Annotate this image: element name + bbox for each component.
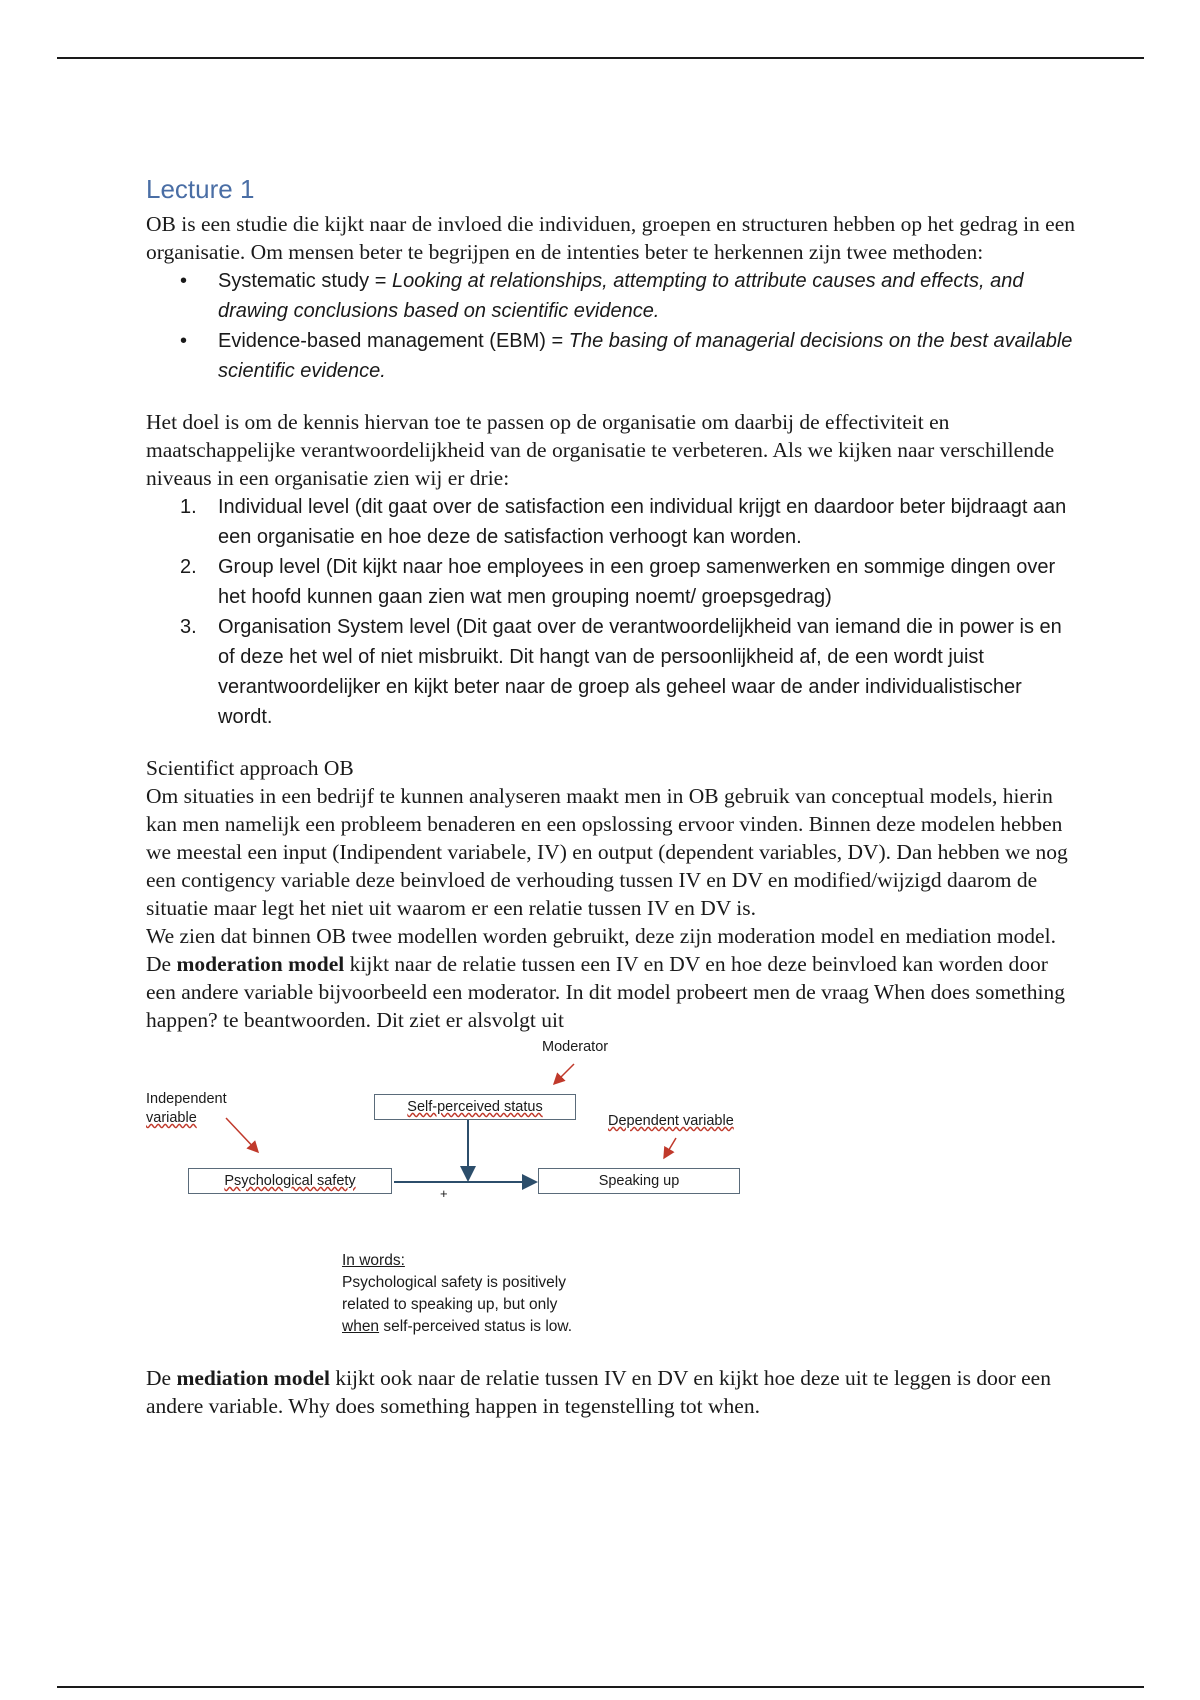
bullet-mark: • xyxy=(180,270,188,292)
list-number: 1. xyxy=(180,496,197,518)
independent-variable-box xyxy=(188,1168,392,1194)
bullet-term: Evidence-based management (EBM) = xyxy=(218,330,569,352)
section-title: Scientifict approach OB xyxy=(146,756,354,780)
list-item xyxy=(146,552,1076,612)
dependent-variable-box xyxy=(538,1168,740,1194)
moderator-label: Moderator xyxy=(542,1039,609,1055)
plus-sign: + xyxy=(440,1186,448,1201)
list-number: 2. xyxy=(180,556,197,578)
diagram-lines xyxy=(146,1034,1076,1364)
list-item xyxy=(146,612,1076,732)
levels-list xyxy=(146,492,1076,732)
list-item xyxy=(146,266,1076,326)
moderator-box-label: Self-perceived status xyxy=(407,1099,543,1115)
independent-label xyxy=(146,1090,227,1128)
moderation-paragraph xyxy=(146,950,1076,1034)
independent-label-line2: variable xyxy=(146,1110,197,1126)
in-words-when: when xyxy=(342,1318,380,1335)
spacer xyxy=(146,386,1076,408)
bullet-definition: The basing of managerial decisions on the best available scientific evidence. xyxy=(218,330,1073,382)
page-title: Lecture 1 xyxy=(146,174,255,204)
spacer xyxy=(146,732,1076,754)
list-item xyxy=(146,492,1076,552)
mediation-term: mediation model xyxy=(176,1366,330,1390)
top-rule xyxy=(57,57,1144,59)
bullet-term: Systematic study = xyxy=(218,270,392,292)
dependent-label: Dependent variable xyxy=(608,1113,734,1129)
in-words-title: In words: xyxy=(342,1252,405,1269)
dependent-pointer-arrow xyxy=(664,1138,676,1158)
scientific-paragraph: Om situaties in een bedrijf te kunnen analyseren maakt men in OB gebruik van conceptual models, hierin kan men namelijk een probleem benaderen en een opslossing ervoor vinden. Binnen deze modelen hebben we meestal een input (Indipendent variabele, IV) en output (dependent variables, DV). Dan hebben we nog een contigency variable deze beinvloed de verhouding tussen IV en DV en modified/wijzigd daarom de situatie maar legt het niet uit waarom er een relatie tussen IV en DV is. xyxy=(146,784,1068,920)
independent-pointer-arrow xyxy=(226,1118,258,1152)
list-number: 3. xyxy=(180,616,197,638)
moderator-pointer-arrow xyxy=(554,1064,574,1084)
goal-paragraph: Het doel is om de kennis hiervan toe te passen op de organisatie om daarbij de effectiviteit en maatschappelijke verantwoordelijkheid van de organisatie te verbeteren. Als we kijken naar verschillende niveaus in een organisatie zien wij er drie: xyxy=(146,410,1055,490)
in-words-line xyxy=(342,1316,572,1338)
methods-list xyxy=(146,266,1076,386)
document-page xyxy=(146,172,1076,1420)
bottom-rule xyxy=(57,1686,1144,1688)
bullet-mark: • xyxy=(180,330,188,352)
in-words-line: related to speaking up, but only xyxy=(342,1296,558,1313)
level-text: Individual level (dit gaat over de satisfaction een individual krijgt en daardoor beter bijdraagt aan een organisatie en hoe deze de satisfaction verhoogt kan worden. xyxy=(218,496,1067,548)
level-text: Organisation System level (Dit gaat over de verantwoordelijkheid van iemand die in power is en of deze het wel of niet misbruikt. Dit hangt van de persoonlijkheid af, de een wordt juist verantwoordelijker en kijkt beter naar de groep als geheel waar de ander individualistischer wordt. xyxy=(218,616,1062,728)
in-words-note xyxy=(342,1250,572,1338)
mediation-text: kijkt ook naar de relatie tussen IV en DV en kijkt hoe deze uit te leggen is door een andere variable. Why does something happen in tegenstelling tot when. xyxy=(146,1366,1051,1418)
moderation-term: moderation model xyxy=(176,952,345,976)
level-text: Group level (Dit kijkt naar hoe employees in een groep samenwerken en sommige dingen over het hoofd kunnen gaan zien wat men grouping noemt/ groepsgedrag) xyxy=(218,556,1056,608)
moderation-diagram xyxy=(146,1034,1076,1364)
list-item xyxy=(146,326,1076,386)
models-paragraph: We zien dat binnen OB twee modellen worden gebruikt, deze zijn moderation model en mediation model. xyxy=(146,924,1056,948)
in-words-line: Psychological safety is positively xyxy=(342,1274,566,1291)
intro-paragraph: OB is een studie die kijkt naar de invloed die individuen, groepen en structuren hebben op het gedrag in een organisatie. Om mensen beter te begrijpen en de intenties beter te herkennen zijn twee methoden: xyxy=(146,212,1076,264)
bullet-definition: Looking at relationships, attempting to attribute causes and effects, and drawing conclusions based on scientific evidence. xyxy=(218,270,1024,322)
independent-label-line1: Independent xyxy=(146,1091,227,1107)
independent-box-label: Psychological safety xyxy=(224,1173,356,1189)
moderator-box xyxy=(374,1094,576,1120)
mediation-paragraph xyxy=(146,1364,1076,1420)
dependent-box-label: Speaking up xyxy=(598,1173,680,1189)
moderation-prefix: De xyxy=(146,952,177,976)
moderation-text: kijkt naar de relatie tussen een IV en DV en hoe deze beinvloed kan worden door een andere variable bijvoorbeeld een moderator. In dit model probeert men de vraag When does something happen? te beantwoorden. Dit ziet er alsvolgt uit xyxy=(146,952,1065,1032)
mediation-prefix: De xyxy=(146,1366,177,1390)
in-words-rest: self-perceived status is low. xyxy=(379,1318,573,1335)
